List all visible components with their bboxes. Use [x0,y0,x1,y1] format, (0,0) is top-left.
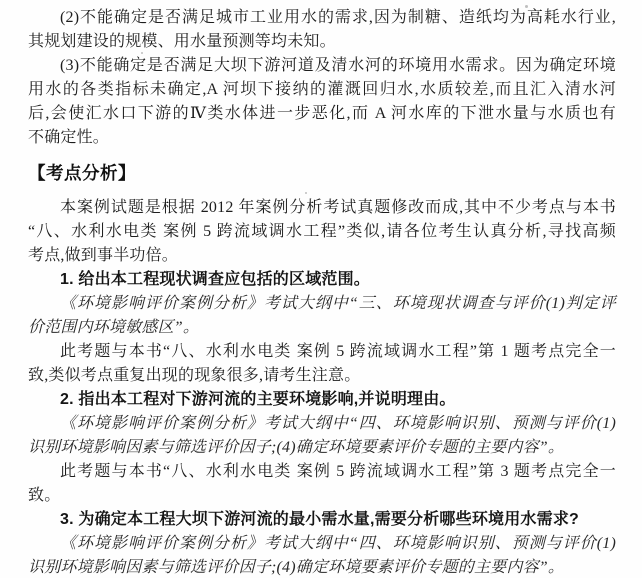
syllabus-quote-line: 《环境影响评价案例分析》考试大纲中“三、环境现状调查与评价(1)判定评 [60,295,616,312]
text-line: “八、水利水电类 案例 5 跨流域调水工程”类似,请各位考生认真分析,寻找高频 [28,223,616,240]
text-line: 致,类似考点重复出现的现象很多,请考生注意。 [28,367,361,384]
text-line: 用水的各类指标未确定,A 河坝下接纳的灌溉回归水,水质较差,而且汇入清水河 [28,81,616,98]
text-line: 此考题与本书“八、水利水电类 案例 5 跨流域调水工程”第 1 题考点完全一 [60,343,616,360]
text-line: 其规划建设的规模、用水量预测等均未知。 [28,33,336,50]
text-line: 此考题与本书“八、水利水电类 案例 5 跨流域调水工程”第 3 题考点完全一 [60,463,616,480]
text-line: 不确定性。 [28,129,110,146]
syllabus-quote-line: 价范围内环境敏感区”。 [28,319,200,336]
syllabus-quote-line: 《环境影响评价案例分析》考试大纲中“四、环境影响识别、预测与评价(1) [60,535,616,552]
text-line: (2)不能确定是否满足城市工业用水的需求,因为制糖、造纸均为高耗水行业, [60,9,616,26]
scan-speck [525,5,528,8]
text-line: (3)不能确定是否满足大坝下游河道及清水河的环境用水需求。因为确定环境 [60,57,616,74]
text-line: 致。 [28,487,61,504]
syllabus-quote-line: 识别环境影响因素与筛选评价因子;(4)确定环境要素评价专题的主要内容”。 [28,439,565,456]
question-line: 1. 给出本工程现状调查应包括的区域范围。 [60,271,370,288]
text-line: 考点,做到事半功倍。 [28,247,179,264]
question-line: 3. 为确定本工程大坝下游河流的最小需水量,需要分析哪些环境用水需求? [60,511,580,528]
question-line: 2. 指出本工程对下游河流的主要环境影响,并说明理由。 [60,391,456,408]
section-heading: 【考点分析】 [28,163,136,183]
syllabus-quote-line: 《环境影响评价案例分析》考试大纲中“四、环境影响识别、预测与评价(1) [60,415,616,432]
document-body [28,6,616,578]
scan-speck [305,192,307,194]
text-line: 后,会使汇水口下游的Ⅳ类水体进一步恶化,而 A 河水库的下泄水量与水质也有 [28,105,616,122]
text-line: 本案例试题是根据 2012 年案例分析考试真题修改而成,其中不少考点与本书 [60,199,616,216]
scan-speck [141,52,143,54]
syllabus-quote-line: 识别环境影响因素与筛选评价因子;(4)确定环境要素评价专题的主要内容”。 [28,559,565,576]
